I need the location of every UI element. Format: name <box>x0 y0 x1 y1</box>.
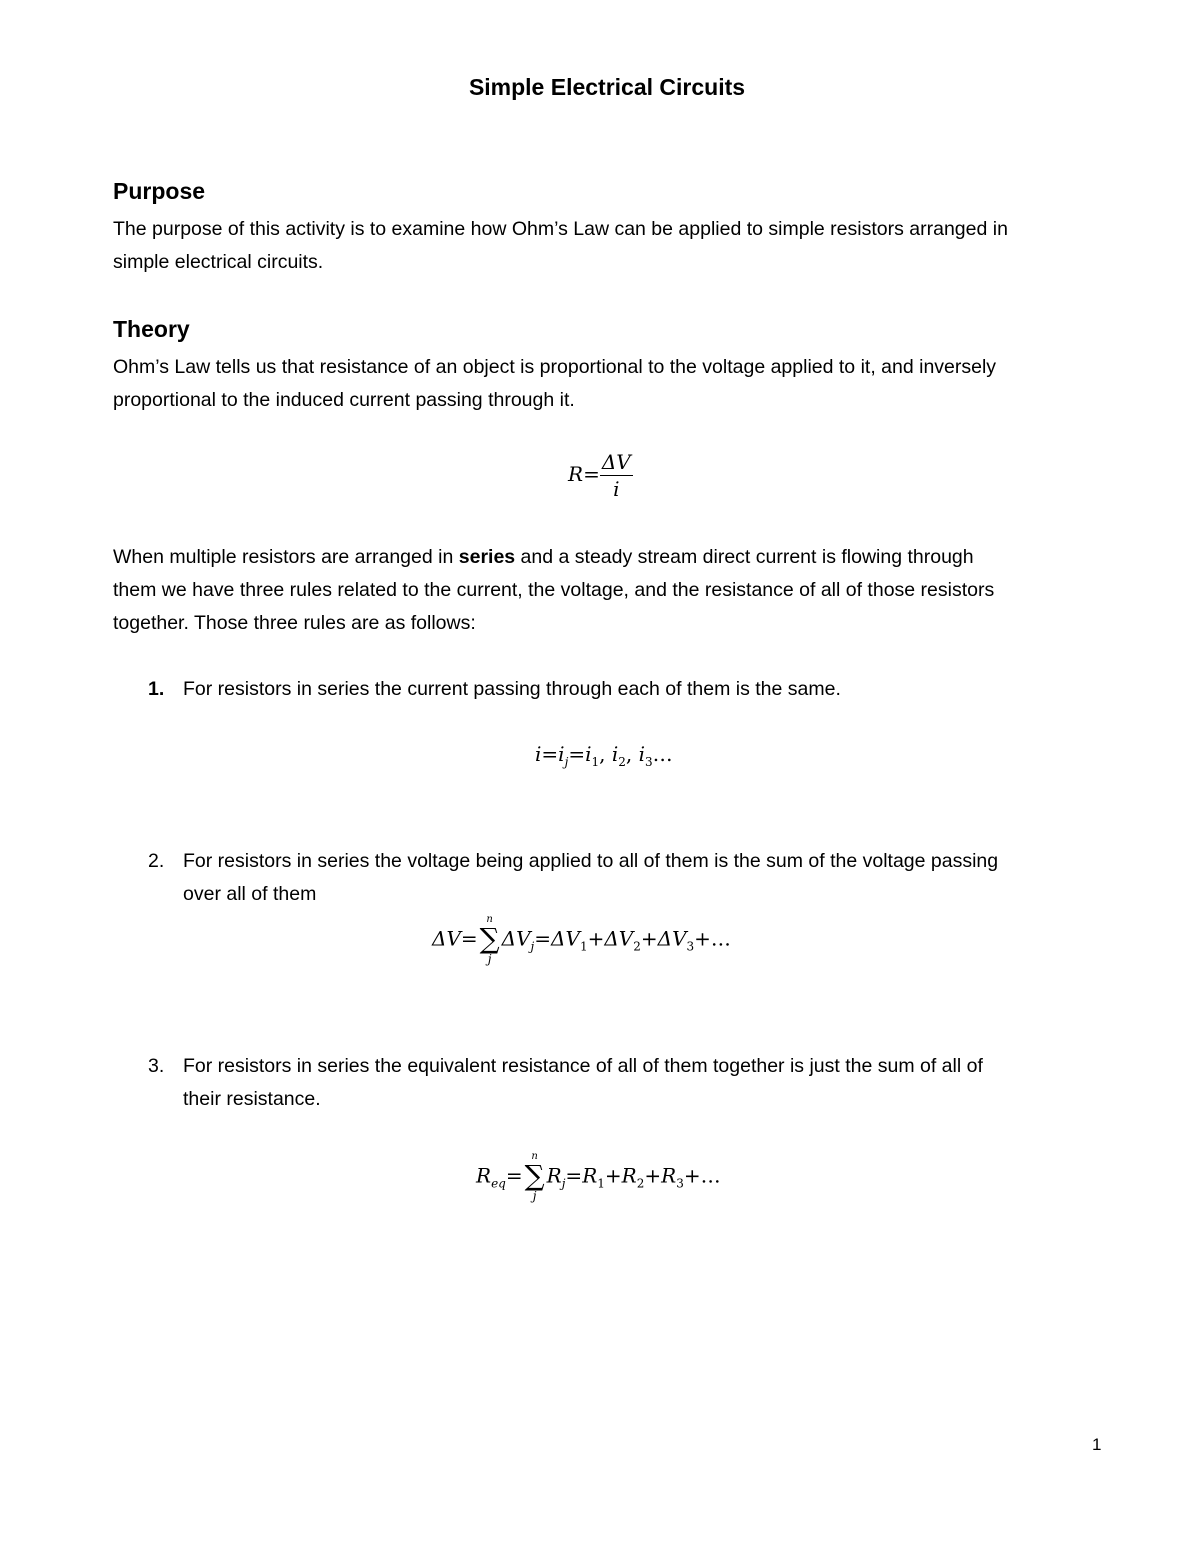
eq-equals: = <box>568 742 586 766</box>
eq-v1-sub: 1 <box>579 939 588 954</box>
eq-equals: = <box>534 926 552 951</box>
eq-i2-sub: 2 <box>618 755 626 769</box>
rule-item-3 <box>148 1050 1108 1116</box>
rule-item-1 <box>148 673 1108 706</box>
rule-number: 3. <box>148 1055 165 1077</box>
purpose-line-1: The purpose of this activity is to examine how Ohm’s Law can be applied to simple resistors arranged in <box>113 218 1008 240</box>
eq-i1-sub: 1 <box>591 755 600 769</box>
page-title: Simple Electrical Circuits <box>468 74 746 100</box>
rule-text <box>183 1050 1108 1116</box>
series-line-1 <box>113 541 1113 574</box>
sum-upper-limit: n <box>531 1151 538 1162</box>
rule-line-1: For resistors in series the equivalent resistance of all of them together is just the sum of all of <box>183 1055 983 1077</box>
eq-delta-vj: ΔV <box>501 926 531 951</box>
eq-i3-sub: 3 <box>645 755 653 769</box>
sum-lower-limit: j <box>532 1189 537 1203</box>
purpose-paragraph <box>113 213 1113 279</box>
ohm-fraction <box>600 450 633 501</box>
eq-delta-v: ΔV <box>432 926 461 951</box>
series-line-3: together. Those three rules are as follows: <box>113 612 476 634</box>
rule-text <box>183 673 1108 706</box>
eq-equals: = <box>460 926 478 951</box>
sigma-symbol: ∑ <box>479 922 500 955</box>
rule-item-2 <box>148 845 1108 911</box>
eq-r-eq-sub: eq <box>491 1176 506 1191</box>
eq-v3-sub: 3 <box>686 939 695 954</box>
sigma-symbol: ∑ <box>524 1159 545 1192</box>
purpose-line-2: simple electrical circuits. <box>113 251 324 273</box>
ohm-denominator: i <box>613 477 620 501</box>
eq-r3-sub: 3 <box>676 1176 684 1191</box>
rule-number: 2. <box>148 850 165 872</box>
ohm-numerator: ΔV <box>601 450 631 474</box>
eq-equals: = <box>505 1163 523 1188</box>
eq-delta-v2: ΔV <box>604 926 634 951</box>
eq-r1-sub: 1 <box>597 1176 605 1191</box>
series-line-1-start: When multiple resistors are arranged in <box>113 546 459 568</box>
ohms-law-equation <box>568 450 633 501</box>
sum-upper-limit: n <box>486 914 493 925</box>
page-number: 1 <box>1092 1435 1102 1454</box>
eq-v2-sub: 2 <box>633 939 641 954</box>
sum-lower-limit: j <box>487 952 492 966</box>
summation <box>525 1151 545 1203</box>
eq-rj-sub: j <box>561 1176 566 1191</box>
eq-delta-v1: ΔV <box>551 926 580 951</box>
eq-plus-ellipsis: +… <box>694 926 731 951</box>
eq-plus-ellipsis: +… <box>683 1163 721 1188</box>
theory-paragraph <box>113 351 1113 417</box>
voltage-sum-equation <box>432 914 731 966</box>
ohm-equals: = <box>583 462 600 486</box>
eq-ij-sub: j <box>564 755 569 769</box>
theory-line-1: Ohm’s Law tells us that resistance of an object is proportional to the voltage applied to it, and inversely <box>113 356 997 378</box>
eq-ellipsis: … <box>652 742 673 766</box>
rule-line-2: their resistance. <box>183 1088 321 1110</box>
eq-r2-sub: 2 <box>636 1176 645 1191</box>
eq-i: i <box>535 742 542 766</box>
rule-number: 1. <box>148 678 165 700</box>
eq-delta-v3: ΔV <box>657 926 687 951</box>
rule-line-1: For resistors in series the voltage being applied to all of them is the sum of the voltage passing <box>183 850 999 872</box>
eq-comma: , <box>625 742 639 766</box>
eq-r1: R <box>582 1163 598 1188</box>
eq-r: R <box>476 1163 492 1188</box>
theory-line-2: proportional to the induced current passing through it. <box>113 389 575 411</box>
series-emphasis: series <box>458 546 516 568</box>
ohm-lhs: R <box>568 462 584 486</box>
eq-plus: + <box>644 1163 662 1188</box>
eq-comma: , <box>599 742 612 766</box>
rule-line-1: For resistors in series the current passing through each of them is the same. <box>183 678 841 700</box>
eq-plus: + <box>587 926 605 951</box>
eq-plus: + <box>604 1163 622 1188</box>
theory-heading: Theory <box>113 316 190 342</box>
series-line-1-end: and a steady stream direct current is flowing through <box>515 546 974 568</box>
eq-i2: i <box>611 742 619 766</box>
series-line-2: them we have three rules related to the current, the voltage, and the resistance of all of those resistors <box>113 579 995 601</box>
series-paragraph <box>113 541 1113 640</box>
eq-equals: = <box>541 742 559 766</box>
eq-r2: R <box>621 1163 637 1188</box>
summation <box>480 914 500 966</box>
eq-equals: = <box>565 1163 583 1188</box>
purpose-heading: Purpose <box>113 178 206 204</box>
eq-rj: R <box>546 1163 562 1188</box>
current-equation <box>535 742 673 769</box>
eq-i3: i <box>638 742 646 766</box>
eq-r3: R <box>661 1163 677 1188</box>
rule-line-2: over all of them <box>183 883 317 905</box>
rule-text <box>183 845 1108 911</box>
eq-i1: i <box>585 742 592 766</box>
eq-ij: i <box>558 742 565 766</box>
resistance-sum-equation <box>476 1151 721 1203</box>
eq-vj-sub: j <box>530 939 535 954</box>
eq-plus: + <box>640 926 658 951</box>
